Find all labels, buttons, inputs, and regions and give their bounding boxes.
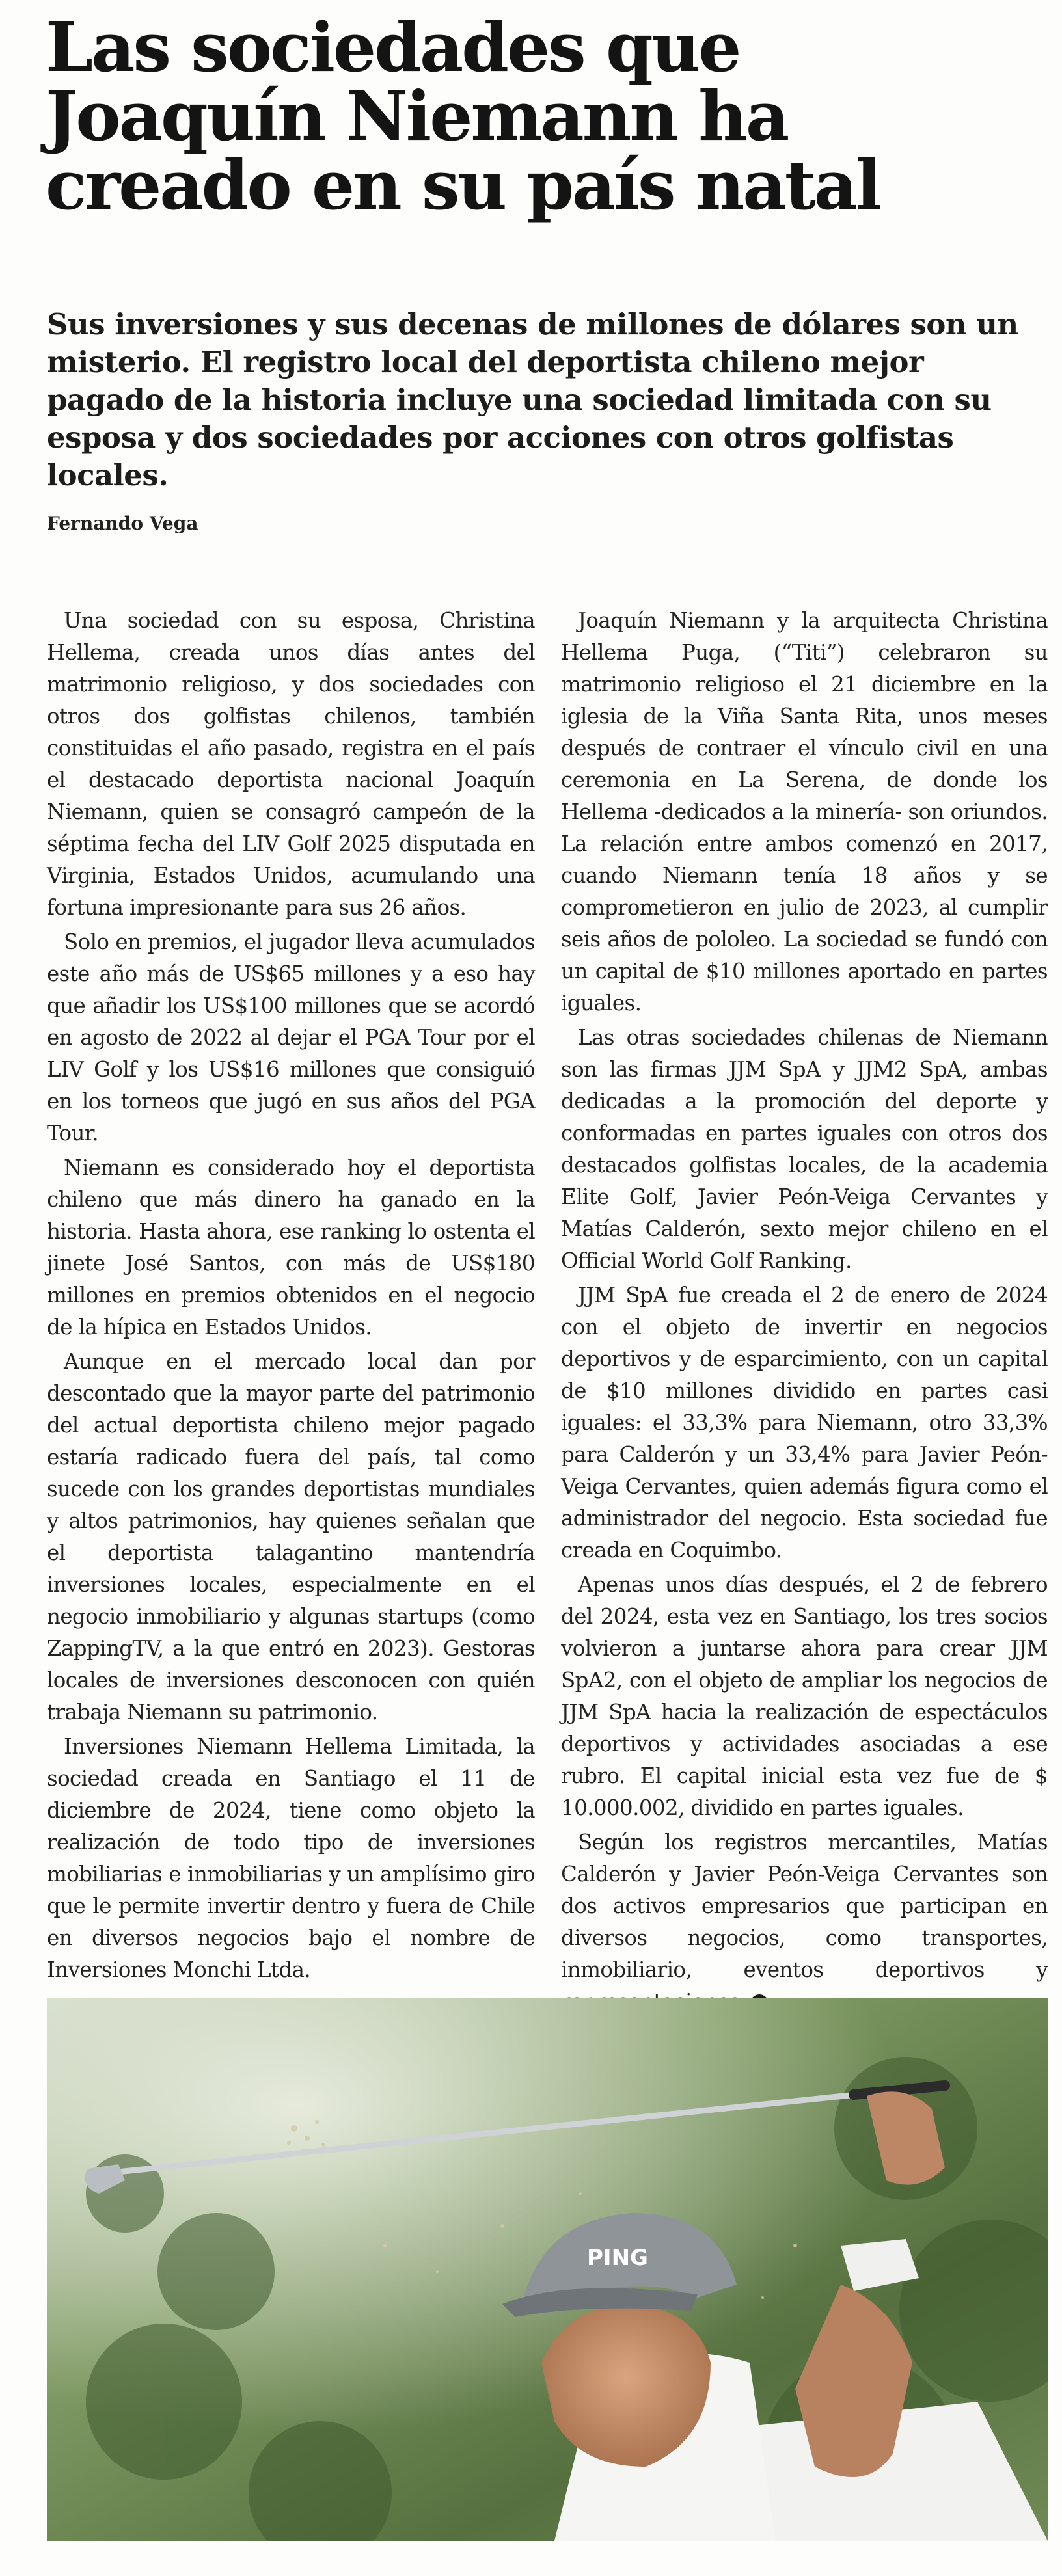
paragraph: Inversiones Niemann Hellema Limitada, la sociedad creada en Santiago el 11 de diciembre de 2024, tiene como objeto la realización de todo tipo de inversiones mobiliarias e inmobiliarias y un amplísimo giro que le permite invertir dentro y fuera de Chile en diversos negocios bajo el nombre de Inversiones Monchi Ltda. [47, 1734, 535, 1982]
paragraph: JJM SpA fue creada el 2 de enero de 2024 con el objeto de invertir en negocios deportivos y de esparcimiento, con un capital de $10 millones dividido en partes casi iguales: el 33,3% para Niemann, otro 33,3% para Calderón y un 33,4% para Javier Peón-Veiga Cervantes, quien además figura como el administrador del negocio. Esta sociedad fue creada en Coquimbo. [561, 1283, 1048, 1563]
article-column-right [561, 605, 1048, 2020]
paragraph-text: Según los registros mercantiles, Matías Calderón y Javier Peón-Veiga Cervantes son dos activos empresarios que participan en diversos negocios, como transportes, inmobiliario, eventos deportivos y [561, 1830, 1048, 1982]
article-photo [47, 1998, 1048, 2541]
article-headline: Las sociedades que Joaquín Niemann ha creado en su país natal [46, 7, 880, 225]
paragraph: Solo en premios, el jugador lleva acumulados este año más de US$65 millones y a eso hay que añadir los US$100 millones que se acordó en agosto de 2022 al dejar el PGA Tour por el LIV Golf y los US$16 millones que consiguió en los torneos que jugó en sus años del PGA Tour. [47, 930, 535, 1146]
cap-logo-text: PING [587, 2245, 648, 2271]
article-dek: Sus inversiones y sus decenas de millones de dólares son un misterio. El registro local del deportista chileno mejor pagado de la historia incluye una sociedad limitada con su esposa y dos sociedades por acciones con otros golfistas locales. [47, 307, 1018, 492]
paragraph: Apenas unos días después, el 2 de febrero del 2024, esta vez en Santiago, los tres socios volvieron a juntarse ahora para crear JJM SpA2, con el objeto de ampliar los negocios de JJM SpA hacia la realización de espectáculos deportivos y actividades asociadas a ese rubro. El capital inicial esta vez fue de $ 10.000.002, dividido en partes iguales. [561, 1572, 1048, 1820]
paragraph: Las otras sociedades chilenas de Niemann son las firmas JJM SpA y JJM2 SpA, ambas dedicadas a la promoción del deporte y conformadas en partes iguales con otros dos destacados golfistas locales, de la academia Elite Golf, Javier Peón-Veiga Cervantes y Matías Calderón, sexto mejor chileno en el Official World Golf Ranking. [561, 1025, 1048, 1273]
paragraph: Una sociedad con su esposa, Christina Hellema, creada unos días antes del matrimonio religioso, y dos sociedades con otros dos golfistas chilenos, también constituidas el año pasado, registra en el país el destacado deportista nacional Joaquín Niemann, quien se consagró campeón de la séptima fecha del LIV Golf 2025 disputada en Virginia, Estados Unidos, acumulando una fortuna impresionante para sus 26 años. [47, 608, 535, 920]
paragraph: Joaquín Niemann y la arquitecta Christina Hellema Puga, (“Titi”) celebraron su matrimonio religioso el 21 diciembre en la iglesia de la Viña Santa Rita, unos meses después de contraer el vínculo civil en una ceremonia en La Serena, de donde los Hellema -dedicados a la minería- son oriundos. La relación entre ambos comenzó en 2017, cuando Niemann tenía 18 años y se comprometieron en julio de 2023, al cumplir seis años de pololeo. La sociedad se fundó con un capital de $10 millones aportado en partes iguales. [561, 608, 1048, 1015]
paragraph [561, 1827, 1048, 2018]
paragraph: Niemann es considerado hoy el deportista chileno que más dinero ha ganado en la historia. Hasta ahora, ese ranking lo ostenta el jinete José Santos, con más de US$180 millones en premios obtenidos en el negocio de la hípica en Estados Unidos. [47, 1155, 535, 1339]
paragraph: Aunque en el mercado local dan por descontado que la mayor parte del patrimonio del actual deportista chileno mejor pagado estaría radicado fuera del país, tal como sucede con los grandes deportistas mundiales y altos patrimonios, hay quienes señalan que el deportista talagantino mantendría inversiones locales, especialmente en el negocio inmobiliario y algunas startups (como ZappingTV, a la que entró en 2023). Gestoras locales de inversiones desconocen con quién trabaja Niemann su patrimonio. [47, 1349, 535, 1724]
byline: Fernando Vega [47, 513, 198, 534]
article-column-left [47, 605, 535, 1989]
golfer-photo-illustration [47, 1998, 1048, 2541]
